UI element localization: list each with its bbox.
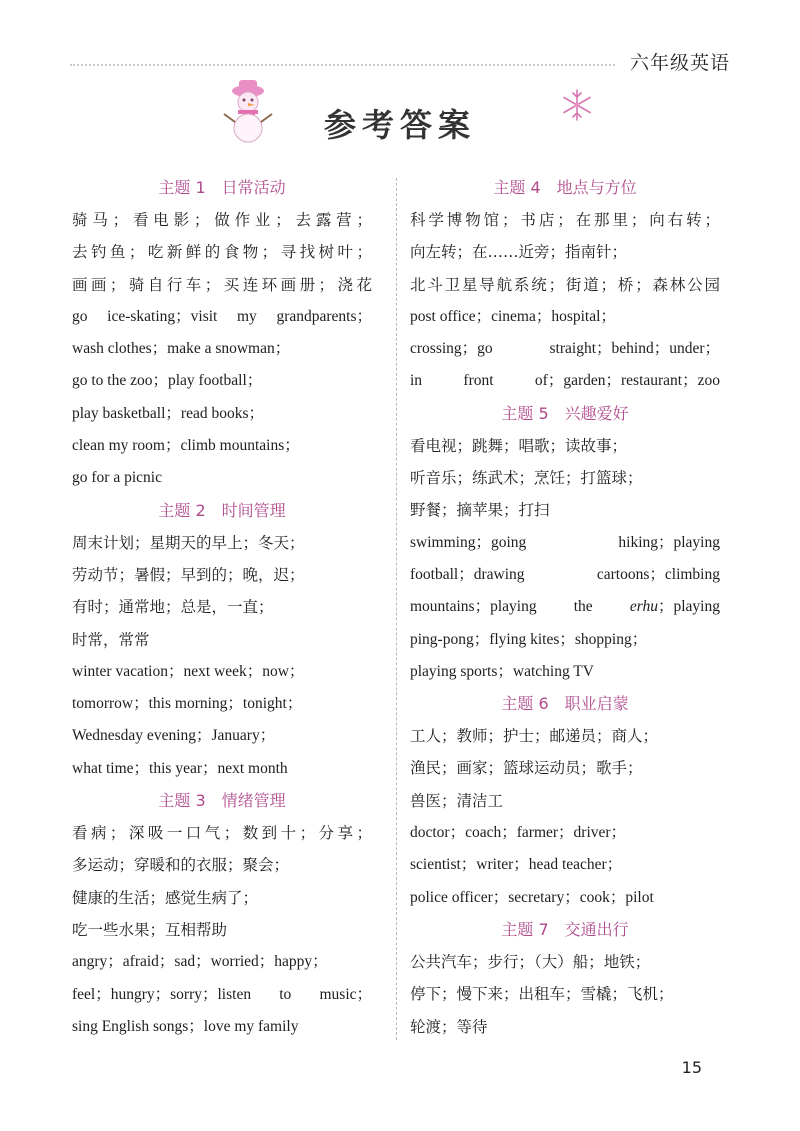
answer-line: ping-pong；flying kites；shopping； [410,630,648,648]
answer-line: 周末计划；星期天的早上；冬天； [72,533,305,552]
section-title: 主题 7 交通出行 [501,919,629,939]
answer-line: mountains；playing the erhu；playing [410,598,720,616]
answer-line: 时常，常常 [72,630,150,649]
answer-line: 野餐；摘苹果；打扫 [410,501,550,520]
answer-line: 劳动节；暑假；早到的；晚，迟； [72,565,305,584]
left-column [72,172,372,1043]
answer-line: wash clothes；make a snowman； [72,340,291,358]
answer-line: 吃一些水果；互相帮助 [72,920,228,939]
answer-line: 去钓鱼；吃新鲜的食物；寻找树叶； [72,243,372,262]
answer-line: in front of；garden；restaurant；zoo [410,372,720,390]
answer-line: scientist；writer；head teacher； [410,856,623,874]
answer-line: 科学博物馆；书店；在那里；向右转； [410,211,720,229]
answer-line: go for a picnic [72,469,162,487]
book-title: 六年级英语 [629,52,730,74]
answer-line: 轮渡；等待 [410,1017,488,1036]
right-column [410,172,720,1043]
answer-line: 健康的生活；感觉生病了； [72,888,259,907]
answer-line: clean my room；climb mountains； [72,437,300,455]
answer-line: 多运动；穿暖和的衣服；聚会； [72,856,290,875]
header-dotted-rule [70,64,615,66]
section-title: 主题 1 日常活动 [158,178,286,197]
answer-line: playing sports；watching TV [410,662,594,680]
answer-line: 骑马；看电影；做作业；去露营； [72,211,372,229]
answer-line: 兽医；清洁工 [410,791,504,810]
answer-line: post office；cinema；hospital； [410,307,616,325]
answer-line: winter vacation；next week；now； [72,662,305,680]
answer-line: feel；hungry；sorry；listen to music； [72,985,372,1003]
answer-line: 北斗卫星导航系统；街道；桥；森林公园 [410,275,720,294]
section-title: 主题 5 兴趣爱好 [501,403,629,423]
page-title: 参考答案 [323,106,476,144]
answer-line: 停下；慢下来；出租车；雪橇；飞机； [410,985,674,1004]
section-title: 主题 2 时间管理 [158,500,286,520]
answer-line: 看电视；跳舞；唱歌；读故事； [410,436,628,455]
section-title: 主题 3 情绪管理 [158,791,286,811]
answer-line: 有时；通常地；总是，一直； [72,598,274,617]
section-title: 主题 4 地点与方位 [493,178,637,197]
answer-line: tomorrow；this morning；tonight； [72,695,303,713]
page-number: 15 [681,1058,702,1077]
answer-line: 听音乐；练武术；烹饪；打篮球； [410,469,643,488]
answer-line: 渔民；画家；篮球运动员；歌手； [410,759,643,778]
answer-line: 工人；教师；护士；邮递员；商人； [410,727,659,746]
answer-line: 公共汽车；步行；（大）船；地铁； [410,952,651,971]
answer-line: angry；afraid；sad；worried；happy； [72,953,328,971]
answer-line: go ice-skating；visit my grandparents； [72,307,372,325]
section-title: 主题 6 职业启蒙 [501,694,629,714]
answer-line: 向左转；在……近旁；指南针； [410,243,628,262]
answer-line: play basketball；read books； [72,404,264,422]
answer-line: police officer；secretary；cook；pilot [410,888,654,906]
answer-line: doctor；coach；farmer；driver； [410,824,627,842]
answer-line: what time；this year；next month [72,759,288,777]
answer-line: 看病；深吸一口气；数到十；分享； [72,824,372,843]
answer-line: crossing；go straight；behind；under； [410,340,720,358]
answer-line: football；drawing cartoons；climbing [410,565,720,583]
answer-line: 画画；骑自行车；买连环画册；浇花 [72,275,372,294]
column-divider [396,178,397,1040]
answer-line: Wednesday evening；January； [72,727,276,745]
answer-line: sing English songs；love my family [72,1017,299,1035]
answer-line: swimming；going hiking；playing [410,533,720,551]
answer-line: go to the zoo；play football； [72,372,263,390]
